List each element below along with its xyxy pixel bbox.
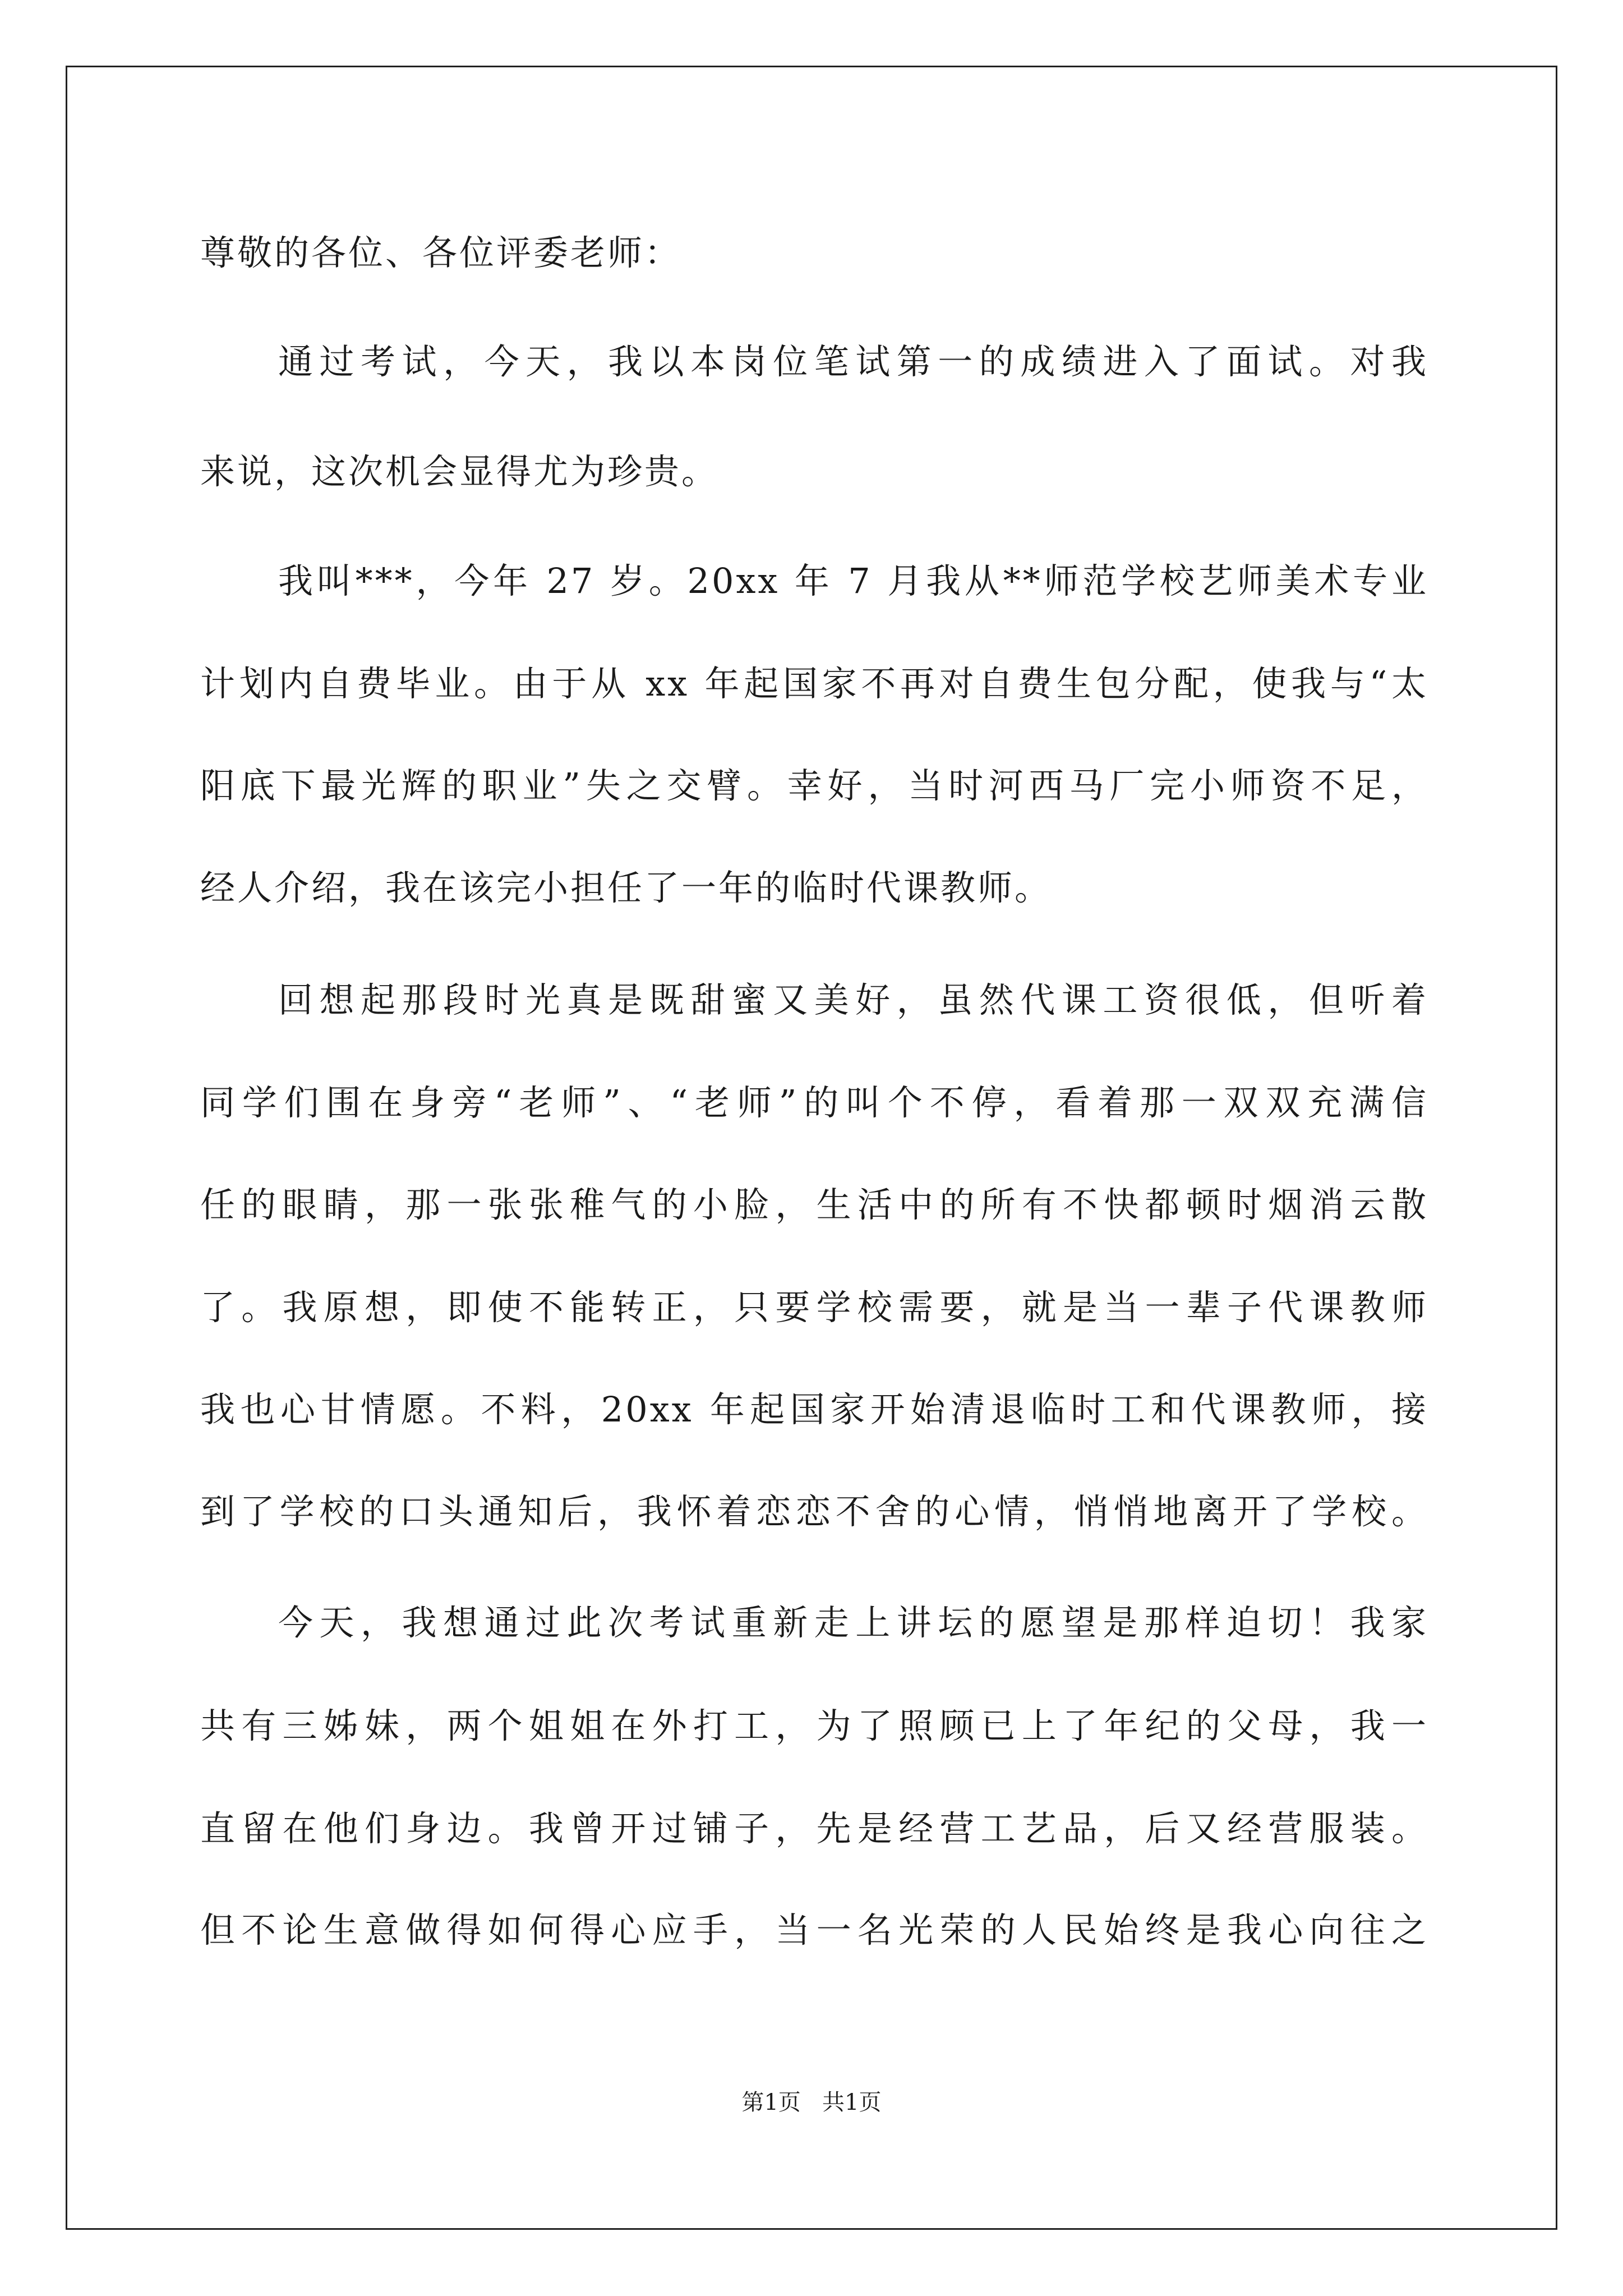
paragraph-4-line-2: 共有三姊妹，两个姐姐在外打工，为了照顾已上了年纪的父母，我一	[200, 1705, 1428, 1746]
paragraph-3-line-2: 同学们围在身旁“老师”、“老师”的叫个不停，看着那一双双充满信	[200, 1082, 1428, 1123]
page-number-footer: 第1页 共1页	[741, 2090, 882, 2115]
paragraph-2-line-4: 经人介绍，我在该完小担任了一年的临时代课教师。	[200, 867, 1052, 908]
salutation: 尊敬的各位、各位评委老师：	[200, 232, 682, 273]
paragraph-2-line-3: 阳底下最光辉的职业”失之交臂。幸好，当时河西马厂完小师资不足，	[200, 765, 1428, 806]
paragraph-3-line-6: 到了学校的口头通知后，我怀着恋恋不舍的心情，悄悄地离开了学校。	[200, 1491, 1428, 1532]
paragraph-2-line-1: 我叫***，今年 27 岁。20xx 年 7 月我从**师范学校艺师美术专业	[278, 560, 1428, 601]
paragraph-1-line-1: 通过考试，今天，我以本岗位笔试第一的成绩进入了面试。对我	[278, 341, 1428, 382]
paragraph-1-line-2: 来说，这次机会显得尤为珍贵。	[200, 451, 719, 492]
paragraph-2-line-2: 计划内自费毕业。由于从 xx 年起国家不再对自费生包分配，使我与“太	[200, 663, 1428, 704]
paragraph-4-line-3: 直留在他们身边。我曾开过铺子，先是经营工艺品，后又经营服装。	[200, 1808, 1428, 1849]
paragraph-3-line-3: 任的眼睛，那一张张稚气的小脸，生活中的所有不快都顿时烟消云散	[200, 1184, 1428, 1225]
paragraph-3-line-4: 了。我原想，即使不能转正，只要学校需要，就是当一辈子代课教师	[200, 1287, 1428, 1328]
paragraph-4-line-1: 今天，我想通过此次考试重新走上讲坛的愿望是那样迫切！我家	[278, 1602, 1428, 1643]
paragraph-3-line-1: 回想起那段时光真是既甜蜜又美好，虽然代课工资很低，但听着	[278, 979, 1428, 1020]
paragraph-3-line-5: 我也心甘情愿。不料，20xx 年起国家开始清退临时工和代课教师，接	[200, 1389, 1428, 1430]
paragraph-4-line-4: 但不论生意做得如何得心应手，当一名光荣的人民始终是我心向往之	[200, 1910, 1428, 1950]
